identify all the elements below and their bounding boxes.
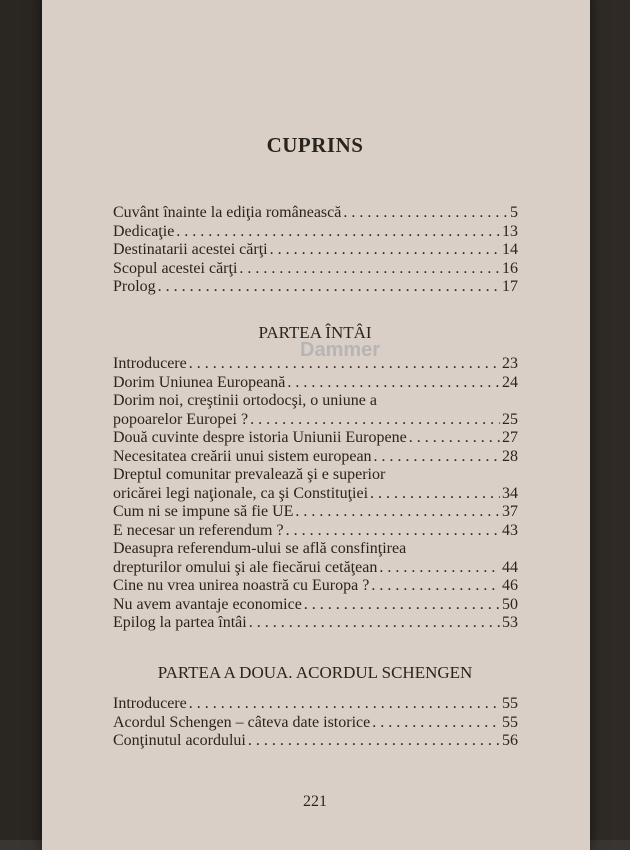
toc-entry-label: Prolog (113, 278, 156, 295)
toc-entry-label: Introducere (113, 355, 187, 372)
leader-dots (295, 503, 500, 522)
leader-dots (370, 485, 500, 504)
toc-entry-page: 50 (502, 595, 518, 613)
toc-entry-page: 44 (502, 558, 518, 576)
leader-dots (371, 577, 500, 596)
toc-entry-label: E necesar un referendum ? (113, 521, 284, 539)
toc-entry-page: 27 (502, 429, 518, 446)
leader-dots (249, 614, 500, 633)
leader-dots (409, 429, 500, 448)
toc-entry (113, 448, 518, 467)
toc-entry (113, 260, 518, 279)
toc-entry-label: Două cuvinte despre istoria Uniunii Europene (113, 429, 407, 446)
toc-entry (113, 485, 518, 504)
toc-entry-line1: Deasupra referendum-ului se află consfinţirea (113, 540, 407, 557)
toc-entry-line1: Dreptul comunitar prevalează şi e superior (113, 466, 386, 483)
leader-dots (250, 411, 500, 430)
toc-entry-page: 23 (502, 355, 518, 372)
toc-entry-label: Cum ni se impune să fie UE (113, 503, 294, 520)
toc-entry-page: 53 (502, 614, 518, 631)
toc-entry-label: Cuvânt înainte la ediţia românească (113, 204, 342, 221)
page-number: 221 (303, 793, 327, 810)
toc-entry-page: 56 (502, 732, 518, 749)
toc-entry (113, 614, 518, 633)
leader-dots (374, 448, 500, 467)
toc-entry (113, 374, 518, 393)
watermark: Dammer (300, 339, 381, 361)
toc-entry (113, 241, 518, 260)
leader-dots (248, 732, 500, 751)
toc-entry-page: 25 (502, 410, 518, 428)
toc-entry-page: 16 (502, 259, 518, 277)
toc-entry-page: 14 (502, 241, 518, 258)
leader-dots (270, 241, 500, 260)
toc-entry-line1: Dorim noi, creştinii ortodocşi, o uniune a (113, 392, 377, 409)
leader-dots (286, 522, 500, 541)
toc-entry (113, 596, 518, 615)
toc-entry-page: 43 (502, 521, 518, 539)
leader-dots (287, 374, 500, 393)
toc-entry-label: Destinatarii acestei cărţi (113, 241, 268, 258)
toc-entry (113, 411, 518, 430)
toc-entry (113, 204, 518, 223)
toc-entry-page: 46 (502, 577, 518, 594)
toc-entry (113, 577, 518, 596)
toc-entry (113, 714, 518, 733)
leader-dots (379, 559, 500, 578)
part2-heading: PARTEA A DOUA. ACORDUL SCHENGEN (157, 663, 473, 682)
toc-entry-label: Acordul Schengen – câteva date istorice (113, 713, 371, 731)
toc-entry-label: popoarelor Europei ? (113, 410, 249, 428)
toc-entry-page: 5 (510, 204, 518, 221)
toc-entry (113, 503, 518, 522)
toc-entry (113, 522, 518, 541)
toc-entry-label: Dorim Uniunea Europeană (113, 373, 286, 391)
toc-entry (113, 732, 518, 751)
toc-entry (113, 278, 518, 297)
toc-entry-label: Cine nu vrea unirea noastră cu Europa ? (113, 577, 370, 594)
leader-dots (372, 714, 500, 733)
toc-entry (113, 695, 518, 714)
toc-entry-label: Scopul acestei cărţi (113, 259, 238, 277)
toc-entry (113, 223, 518, 242)
toc-entry-page: 37 (502, 503, 518, 520)
toc-entry-label: drepturilor omului şi ale fiecărui cetăţean (113, 558, 378, 576)
toc-entry (113, 429, 518, 448)
background-left (0, 0, 42, 840)
leader-dots (343, 204, 508, 223)
part2-toc (113, 695, 518, 751)
leader-dots (189, 695, 500, 714)
toc-entry-page: 55 (502, 695, 518, 712)
toc-entry-label: Dedicaţie (113, 222, 175, 240)
toc-entry-label: Introducere (113, 695, 187, 712)
toc-entry-label: Necesitatea creării unui sistem european (113, 447, 372, 465)
toc-entry-page: 24 (502, 373, 518, 391)
toc-entry-page: 17 (502, 278, 518, 295)
part1-heading: PARTEA ÎNTÂI (258, 323, 372, 342)
page-title: CUPRINS (266, 133, 364, 157)
toc-entry-label: oricărei legi naţionale, ca şi Constituţiei (113, 484, 369, 502)
toc-entry-label: Epilog la partea întâi (113, 614, 247, 631)
leader-dots (239, 260, 500, 279)
toc-entry-page: 55 (502, 713, 518, 731)
toc-entry (113, 559, 518, 578)
background-right (590, 0, 630, 840)
toc-entry-label: Conţinutul acordului (113, 732, 246, 749)
toc-entry-label: Nu avem avantaje economice (113, 595, 302, 613)
toc-entry-page: 28 (502, 447, 518, 465)
part1-toc (113, 355, 518, 633)
leader-dots (304, 596, 500, 615)
leader-dots (158, 278, 500, 297)
toc-entry-page: 34 (502, 484, 518, 502)
intro-toc (113, 204, 518, 297)
toc-entry-page: 13 (502, 222, 518, 240)
leader-dots (176, 223, 500, 242)
